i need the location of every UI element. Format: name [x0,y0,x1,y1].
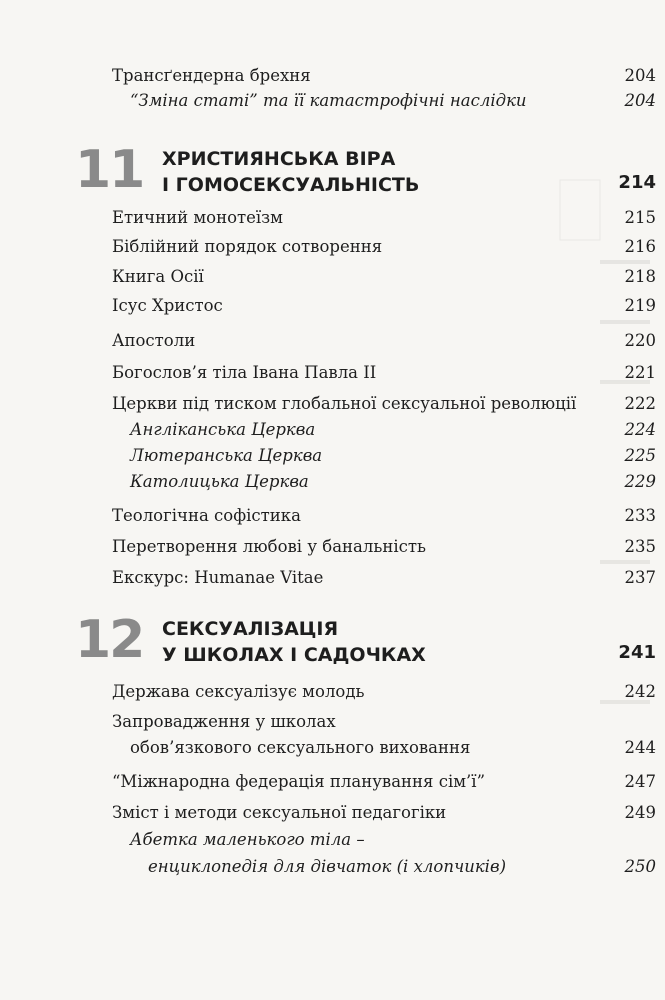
toc-entry-page: 220 [624,331,656,350]
toc-entry-page: 250 [624,857,656,876]
toc-entry-title: Католицька Церква [130,472,309,491]
toc-entry-title: обов’язкового сексуального виховання [130,738,471,757]
toc-entry-title: Біблійний порядок сотворення [112,237,383,256]
toc-entry-page: 221 [624,363,656,382]
toc-entry-title: “Зміна статі” та її катастрофічні наслідки [130,91,527,110]
toc-entry-title: енциклопедія для дівчаток (і хлопчиків) [148,857,507,876]
toc-entry-page: 247 [624,772,656,791]
toc-entry-page: 219 [624,296,656,315]
chapter-heading[interactable] [75,610,656,676]
toc-entry-page: 235 [624,537,656,556]
toc-entry-page: 249 [624,803,656,822]
toc-entry-title: Абетка маленького тіла – [130,830,365,849]
toc-entry-title: Етичний монотеїзм [112,208,284,227]
chapter-title-line: І ГОМОСЕКСУАЛЬНІСТЬ [162,174,420,196]
toc-entry-title: Запровадження у школах [112,712,336,731]
toc-entry-page: 242 [624,682,656,701]
toc-entry-page: 215 [624,208,656,227]
toc-entry-page: 244 [624,738,656,757]
toc-entry-title: Перетворення любові у банальність [112,537,426,556]
chapter-title [162,146,419,198]
chapter-title-line: ХРИСТИЯНСЬКА ВІРА [162,148,396,170]
toc-entry-page: 216 [624,237,656,256]
chapter-page: 214 [618,172,656,193]
toc-entry-page: 229 [624,472,656,491]
chapter-title-line: СЕКСУАЛІЗАЦІЯ [162,618,339,640]
toc-entry-title: Англіканська Церква [130,420,316,439]
toc-entry-title: Держава сексуалізує молодь [112,682,365,701]
toc-entry-page: 233 [624,506,656,525]
toc-entry-page: 204 [624,91,656,110]
chapter-page: 241 [618,642,656,663]
toc-entry-title: Апостоли [112,331,196,350]
toc-entry-page: 224 [624,420,656,439]
toc-entry-title: Трансґендерна брехня [112,66,311,85]
chapter-title [162,616,426,668]
chapter-number: 12 [75,610,144,670]
toc-entry-page: 237 [624,568,656,587]
toc-entry-title: Ісус Христос [112,296,223,315]
toc-entry-title: Теологічна софістика [112,506,301,525]
toc-entry-title: Богослов’я тіла Івана Павла ІІ [112,363,377,382]
toc-entry-title: Церкви під тиском глобальної сексуальної революції [112,394,577,413]
toc-entry-page: 225 [624,446,656,465]
toc-entry-title: Зміст і методи сексуальної педагогіки [112,803,447,822]
chapter-title-line: У ШКОЛАХ І САДОЧКАХ [162,644,426,666]
toc-entry-title: Екскурс: Humanae Vitae [112,568,324,587]
toc-entry-title: Лютеранська Церква [130,446,323,465]
toc-entry-title: “Міжнародна федерація планування сім’ї” [112,772,486,791]
chapter-heading[interactable] [75,140,656,206]
toc-entry-page: 218 [624,267,656,286]
toc-entry-title: Книга Осії [112,267,204,286]
toc-entry-page: 222 [624,394,656,413]
toc-entry-page: 204 [624,66,656,85]
chapter-number: 11 [75,140,144,200]
